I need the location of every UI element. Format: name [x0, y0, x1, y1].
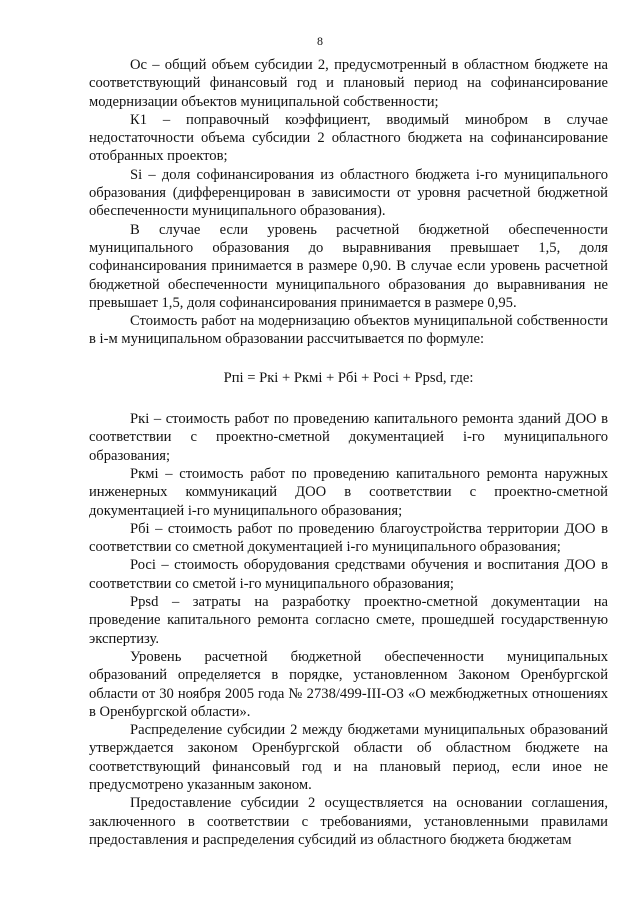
paragraph-rpsd-definition: Рpsd – затраты на разработку проектно-сметной документации на проведение капитального ремонта согласно смете, прошедшей государственную экспертизу. — [89, 594, 608, 647]
paragraph-si-definition: Si – доля софинансирования из областного бюджета i-го муниципального образования (дифференцирован в зависимости от уровня расчетной бюджетной обеспеченности муниципального образования). — [89, 166, 608, 220]
paragraph-oc-definition: Ос – общий объем субсидии 2, предусмотренный в областном бюджете на соответствующий финансовый год и плановый период на софинансирование модернизации объектов муниципальной собственности; — [89, 57, 608, 110]
paragraph-rk-definition: Ркi – стоимость работ по проведению капитального ремонта зданий ДОО в соответствии с проектно-сметной документацией i-го муниципального образования; — [89, 411, 608, 464]
paragraph-budget-level: Уровень расчетной бюджетной обеспеченности муниципальных образований определяется в порядке, установленном Законом Оренбургской области от 30 ноября 2005 года № 2738/499-III-ОЗ «О межбюджетных отношениях в Оренбургской области». — [89, 648, 608, 720]
page-number: 8 — [317, 34, 323, 48]
paragraph-provision: Предоставление субсидии 2 осуществляется на основании соглашения, заключенного в соответствии с требованиями, установленными правилами предоставления и распределения субсидий из областного бюджета бюджетам — [89, 795, 608, 848]
formula: Рпi = Ркi + Ркмi + Рбi + Росi + Рpsd, где: — [223, 369, 474, 386]
paragraph-distribution: Распределение субсидии 2 между бюджетами муниципальных образований утверждается законом Оренбургской области об областном бюджете на соответствующий финансовый год и на плановый период, если иное не предусмотрено указанным законом. — [89, 722, 608, 793]
paragraph-cost-intro: Стоимость работ на модернизацию объектов муниципальной собственности в i-м муниципальном образовании рассчитывается по формуле: — [89, 313, 608, 348]
paragraph-cofinancing-share: В случае если уровень расчетной бюджетной обеспеченности муниципального образования до выравнивания превышает 1,5, доля софинансирования принимается в размере 0,90. В случае если уровень расчетной бюджетной обеспеченности муниципального образования до выравнивания не превышает 1,5, доля софинансирования принимается в размере 0,95. — [89, 221, 608, 311]
paragraph-rb-definition: Рбi – стоимость работ по проведению благоустройства территории ДОО в соответствии со сметной документацией i-го муниципального образования; — [89, 520, 608, 556]
paragraph-ros-definition: Росi – стоимость оборудования средствами обучения и воспитания ДОО в соответствии со сметой i-го муниципального образования; — [89, 557, 608, 592]
document-body — [89, 56, 608, 849]
paragraph-k1-definition: К1 – поправочный коэффициент, вводимый минобром в случае недостаточности объема субсидии 2 областного бюджета на софинансирование отобранных проектов; — [89, 111, 608, 165]
paragraph-rkm-definition: Ркмi – стоимость работ по проведению капитального ремонта наружных инженерных коммуникаций ДОО в соответствии с проектно-сметной документацией i-го муниципального образования; — [89, 465, 608, 519]
